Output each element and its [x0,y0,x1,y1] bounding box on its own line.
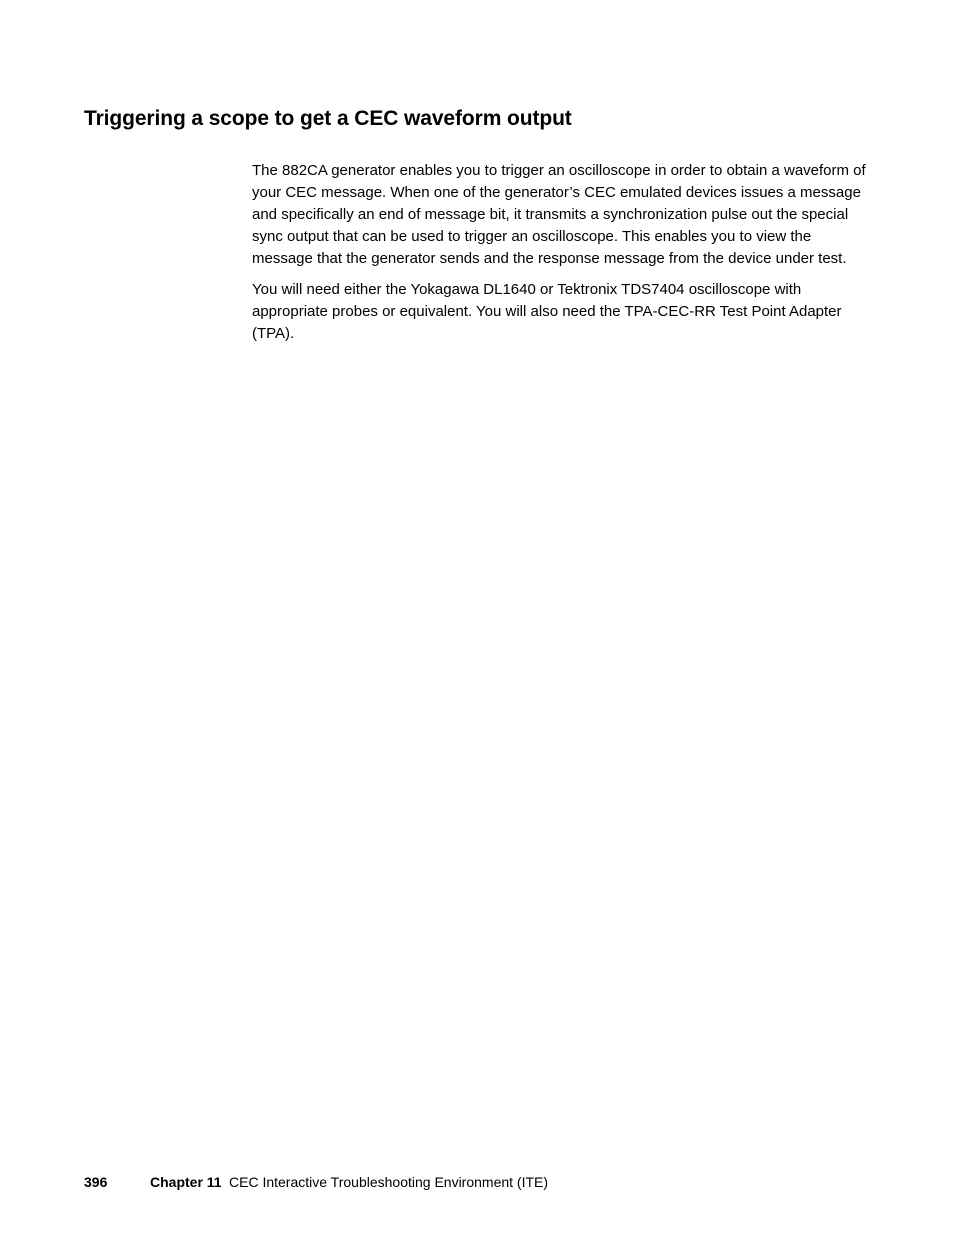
paragraph: The 882CA generator enables you to trigger an oscilloscope in order to obtain a waveform of your CEC message. When one of the generator’s CEC emulated devices issues a message and specifically an end of message bit, it transmits a synchronization pulse out the special sync output that can be used to trigger an oscilloscope. This enables you to view the message that the generator sends and the response message from the device under test. [252,162,866,267]
chapter-label: Chapter 11 [150,1174,222,1190]
paragraph: You will need either the Yokagawa DL1640 or Tektronix TDS7404 oscilloscope with appropriate probes or equivalent. You will also need the TPA-CEC-RR Test Point Adapter (TPA). [252,281,842,342]
body-text [252,160,872,354]
page-number: 396 [84,1174,108,1190]
chapter-title: CEC Interactive Troubleshooting Environment (ITE) [229,1174,549,1190]
section-title: Triggering a scope to get a CEC waveform output [84,107,572,130]
